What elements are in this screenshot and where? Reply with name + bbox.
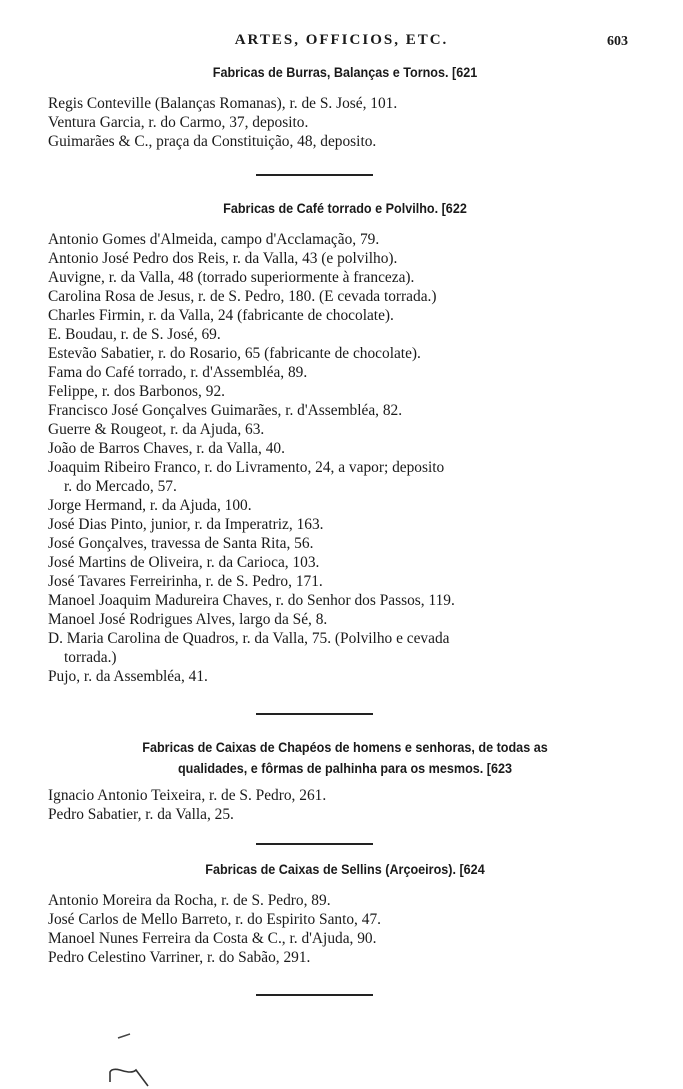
section-heading: qualidades, e fôrmas de palhinha para os mesmos.: [177, 760, 484, 776]
list-item: Manoel Joaquim Madureira Chaves, r. do Senhor dos Passos, 119.: [48, 592, 455, 609]
section-title-624: [71, 861, 620, 877]
list-item: José Carlos de Mello Barreto, r. do Espirito Santo, 47.: [48, 911, 381, 928]
entry-continuation: r. do Mercado, 57.: [64, 478, 177, 495]
running-head: [0, 32, 683, 54]
list-item: Felippe, r. dos Barbonos, 92.: [48, 383, 225, 400]
list-item: Pedro Sabatier, r. da Valla, 25.: [48, 806, 234, 823]
entry-line: Joaquim Ribeiro Franco, r. do Livramento, 24, a vapor; deposito: [48, 459, 445, 476]
list-item: Antonio Moreira da Rocha, r. de S. Pedro, 89.: [48, 892, 331, 909]
ink-mark: [100, 1030, 170, 1089]
section-divider: [256, 713, 373, 715]
list-item: João de Barros Chaves, r. da Valla, 40.: [48, 440, 285, 457]
entry-continuation: torrada.): [64, 649, 117, 666]
list-item: Guimarães & C., praça da Constituição, 48, deposito.: [48, 133, 377, 150]
section-heading: Fabricas de Burras, Balanças e Tornos.: [212, 64, 449, 80]
section-heading-line: Fabricas de Caixas de Chapéos de homens e senhoras, de todas as: [142, 739, 548, 755]
running-title: ARTES, OFFICIOS, ETC.: [234, 32, 449, 48]
list-item: José Dias Pinto, junior, r. da Imperatriz, 163.: [48, 516, 324, 533]
list-item: Ignacio Antonio Teixeira, r. de S. Pedro, 261.: [48, 787, 327, 804]
list-item: Pujo, r. da Assembléa, 41.: [48, 668, 208, 685]
list-item: José Gonçalves, travessa de Santa Rita, 56.: [48, 535, 314, 552]
list-item: Pedro Celestino Varriner, r. do Sabão, 291.: [48, 949, 311, 966]
section-number: [622: [441, 200, 467, 216]
section-divider: [256, 843, 373, 845]
section-heading: Fabricas de Caixas de Sellins (Arçoeiros).: [205, 861, 456, 877]
section-title-623: [71, 737, 620, 779]
entry-line: D. Maria Carolina de Quadros, r. da Valla, 75. (Polvilho e cevada: [48, 630, 450, 647]
list-item: Antonio José Pedro dos Reis, r. da Valla, 43 (e polvilho).: [48, 250, 398, 267]
section-title-622: [71, 200, 620, 216]
section-title-621: [71, 64, 620, 80]
list-item: E. Boudau, r. de S. José, 69.: [48, 326, 221, 343]
list-item: José Tavares Ferreirinha, r. de S. Pedro, 171.: [48, 573, 323, 590]
section-divider: [256, 174, 373, 176]
list-item: Guerre & Rougeot, r. da Ajuda, 63.: [48, 421, 265, 438]
list-item: Manoel Nunes Ferreira da Costa & C., r. d'Ajuda, 90.: [48, 930, 377, 947]
list-item: [48, 629, 648, 667]
list-item: Auvigne, r. da Valla, 48 (torrado superiormente à franceza).: [48, 269, 415, 286]
section-heading: Fabricas de Café torrado e Polvilho.: [223, 200, 439, 216]
list-item: Regis Conteville (Balanças Romanas), r. de S. José, 101.: [48, 95, 398, 112]
list-item: Antonio Gomes d'Almeida, campo d'Acclamação, 79.: [48, 231, 380, 248]
list-item: Manoel José Rodrigues Alves, largo da Sé, 8.: [48, 611, 328, 628]
section-divider: [256, 994, 373, 996]
page-number: 603: [607, 34, 628, 49]
section-number: [624: [459, 861, 485, 877]
list-item: Francisco José Gonçalves Guimarães, r. d'Assembléa, 82.: [48, 402, 403, 419]
section-number: [623: [486, 760, 513, 776]
section-heading-line: [71, 758, 620, 779]
list-item: Charles Firmin, r. da Valla, 24 (fabricante de chocolate).: [48, 307, 394, 324]
list-item: [48, 458, 648, 496]
list-item: Estevão Sabatier, r. do Rosario, 65 (fabricante de chocolate).: [48, 345, 421, 362]
list-item: Carolina Rosa de Jesus, r. de S. Pedro, 180. (E cevada torrada.): [48, 288, 437, 305]
list-item: Fama do Café torrado, r. d'Assembléa, 89.: [48, 364, 308, 381]
list-item: Ventura Garcia, r. do Carmo, 37, deposito.: [48, 114, 309, 131]
section-number: [621: [452, 64, 478, 80]
list-item: José Martins de Oliveira, r. da Carioca, 103.: [48, 554, 320, 571]
list-item: Jorge Hermand, r. da Ajuda, 100.: [48, 497, 252, 514]
